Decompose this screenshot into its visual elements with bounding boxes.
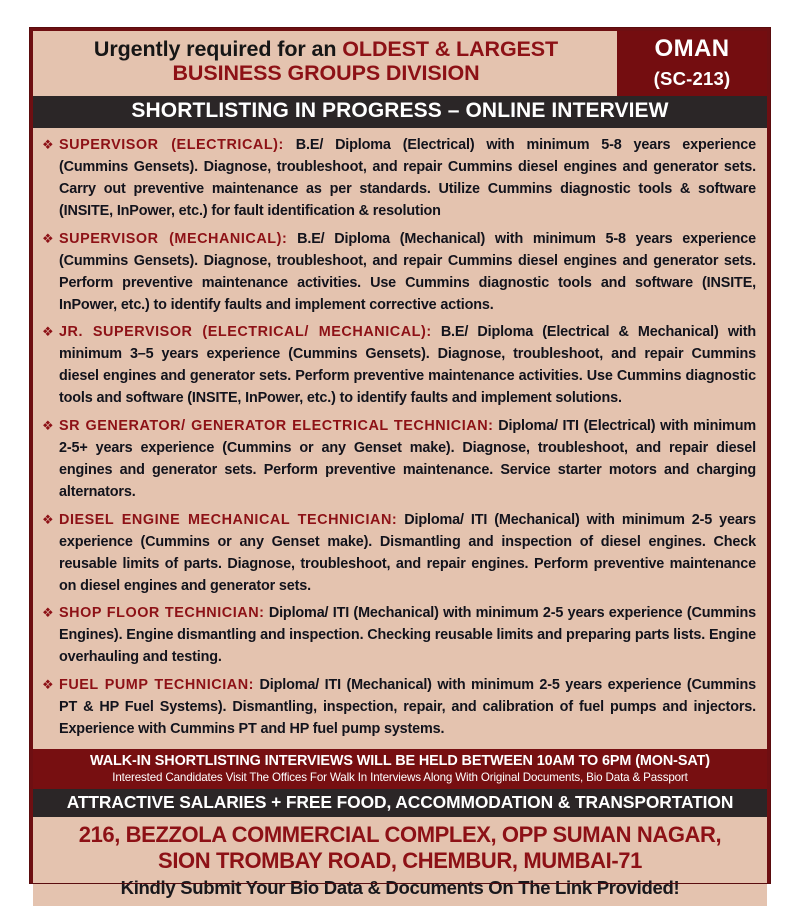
submission-note: Kindly Submit Your Bio Data & Documents On The Link Provided! — [120, 877, 680, 899]
list-item — [42, 674, 756, 740]
country-code: (SC-213) — [653, 68, 731, 89]
job-role-title: SHOP FLOOR TECHNICIAN: — [59, 605, 265, 622]
job-advertisement-poster — [30, 28, 770, 899]
job-role-title: JR. SUPERVISOR (ELECTRICAL/ MECHANICAL): — [59, 324, 432, 341]
diamond-bullet-icon: ❖ — [42, 676, 54, 692]
job-text — [59, 509, 756, 597]
job-text — [59, 674, 756, 740]
job-text — [59, 602, 756, 668]
job-description: B.E/ Diploma (Electrical) with minimum 5-8 years experience (Cummins Gensets). Diagnose, troubleshoot, and repair Cummins diesel engines and generator sets. Carry out preventive maintenance as per standards. Utilize Cummins diagnostic tools & software (INSITE, InPower, etc.) for fault identification & resolution — [59, 137, 756, 220]
walkin-headline: WALK-IN SHORTLISTING INTERVIEWS WILL BE HELD BETWEEN 10AM TO 6PM (MON-SAT) — [90, 753, 710, 770]
poster-header — [33, 31, 767, 96]
walkin-info-band — [33, 749, 767, 789]
list-item — [42, 321, 756, 409]
job-description: B.E/ Diploma (Electrical & Mechanical) with minimum 3–5 years experience (Cummins Gensets). Diagnose, troubleshoot, and repair Cummins diesel engines and generator sets. Perform preventive maintenance activities. Use Cummins diagnostic tools and software (INSITE, InPower, etc.) to identify faults and implement solutions. — [59, 324, 756, 407]
header-title-plain: Urgently required for an — [93, 37, 343, 61]
job-role-title: SUPERVISOR (MECHANICAL): — [59, 230, 288, 247]
walkin-subtext: Interested Candidates Visit The Offices For Walk In Interviews Along With Original Documents, Bio Data & Passport — [112, 771, 688, 785]
country-panel — [617, 31, 767, 96]
list-item — [42, 134, 756, 222]
header-title-block — [33, 31, 617, 96]
diamond-bullet-icon: ❖ — [42, 511, 54, 527]
job-description: B.E/ Diploma (Mechanical) with minimum 5-8 years experience (Cummins Gensets). Diagnose, troubleshoot, and repair Cummins diesel engines and generator sets. Perform preventive maintenance activities. Use Cummins diagnostic tools and software (INSITE, InPower, etc.) to identify faults and implement corrective actions. — [59, 230, 757, 313]
job-text — [59, 415, 756, 503]
shortlisting-banner: SHORTLISTING IN PROGRESS – ONLINE INTERVIEW — [33, 96, 767, 128]
job-role-title: SR GENERATOR/ GENERATOR ELECTRICAL TECHNICIAN: — [59, 417, 494, 434]
job-text — [59, 321, 756, 409]
header-title-line-2: BUSINESS GROUPS DIVISION — [172, 61, 480, 86]
list-item — [42, 415, 756, 503]
job-description: Diploma/ ITI (Mechanical) with minimum 2-5 years experience (Cummins PT & HP Fuel Systems). Dismantling, inspection, repair, and calibration of fuel pumps and injectors. Experience with Cummins PT and HP fuel pump systems. — [59, 676, 756, 737]
diamond-bullet-icon: ❖ — [42, 417, 54, 433]
job-role-title: SUPERVISOR (ELECTRICAL): — [59, 137, 284, 153]
office-address-block — [33, 817, 767, 906]
header-title-line-1 — [43, 37, 609, 61]
diamond-bullet-icon: ❖ — [42, 230, 54, 246]
job-description: Diploma/ ITI (Electrical) with minimum 2-5+ years experience (Cummins or any Genset make). Diagnose, troubleshoot, and repair diesel engines and generator sets. Perform preventive maintenance. Service starter motors and charging alternators. — [59, 417, 756, 500]
diamond-bullet-icon: ❖ — [42, 137, 54, 152]
salary-benefits-band: ATTRACTIVE SALARIES + FREE FOOD, ACCOMMODATION & TRANSPORTATION — [33, 789, 767, 817]
country-name: OMAN — [654, 35, 730, 62]
header-title-highlight-1: OLDEST & LARGEST — [342, 37, 559, 61]
list-item — [42, 602, 756, 668]
address-line-1: 216, BEZZOLA COMMERCIAL COMPLEX, OPP SUMAN NAGAR, — [78, 822, 722, 848]
diamond-bullet-icon: ❖ — [42, 605, 54, 621]
job-description: Diploma/ ITI (Mechanical) with minimum 2-5 years experience (Cummins Engines). Engine dismantling and inspection. Checking reusable limits and preparing parts lists. Engine overhauling and testing. — [59, 605, 757, 666]
list-item — [42, 509, 756, 597]
address-line-2: SION TROMBAY ROAD, CHEMBUR, MUMBAI-71 — [158, 848, 642, 874]
diamond-bullet-icon: ❖ — [42, 324, 54, 340]
job-role-title: FUEL PUMP TECHNICIAN: — [59, 676, 255, 693]
job-description: Diploma/ ITI (Mechanical) with minimum 2-5 years experience (Cummins or any Genset make). Dismantling and inspection of diesel engines. Check reusable limits of parts. Diagnose, troubleshoot, and repair engines. Perform preventive maintenance on diesel engines and generator sets. — [59, 511, 757, 594]
list-item — [42, 228, 756, 316]
job-text — [59, 134, 756, 222]
job-text — [59, 228, 756, 316]
job-role-title: DIESEL ENGINE MECHANICAL TECHNICIAN: — [59, 511, 398, 528]
job-list — [33, 128, 767, 749]
